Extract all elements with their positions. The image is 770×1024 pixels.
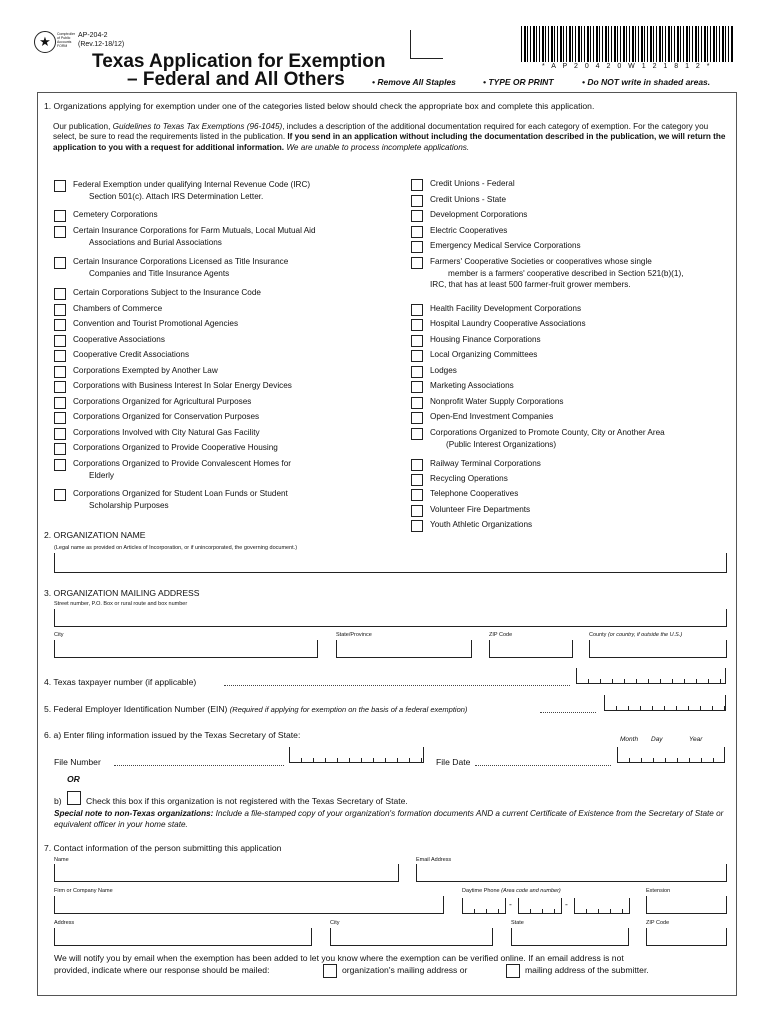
barcode-text: * A P 2 0 4 2 0 W 1 2 1 8 1 2 * xyxy=(542,63,712,70)
category-left-label: Convention and Tourist Promotional Agencies xyxy=(73,319,239,328)
category-left-label: Corporations Organized for Student Loan Funds or Student xyxy=(73,489,288,498)
state-label: State/Province xyxy=(336,632,372,638)
phone-dash: - xyxy=(565,899,568,909)
category-left-checkbox[interactable] xyxy=(54,489,66,501)
category-left-label: Cooperative Associations xyxy=(73,335,165,344)
category-left-label: Cooperative Credit Associations xyxy=(73,350,190,359)
category-left-checkbox[interactable] xyxy=(54,381,66,393)
category-left-label: Associations and Burial Associations xyxy=(89,237,222,247)
phone-label: Daytime Phone (Area code and number) xyxy=(462,888,561,894)
category-left-checkbox[interactable] xyxy=(54,226,66,238)
category-left-label: Corporations Organized for Agricultural Purposes xyxy=(73,397,252,406)
category-left-checkbox[interactable] xyxy=(54,459,66,471)
category-right-checkbox[interactable] xyxy=(411,397,423,409)
ein-field[interactable] xyxy=(604,695,726,711)
form-title-line2: – Federal and All Others xyxy=(127,69,345,90)
street-label: Street number, P.O. Box or rural route and box number xyxy=(54,601,188,607)
category-left-checkbox[interactable] xyxy=(54,350,66,362)
file-date-field[interactable] xyxy=(617,747,725,763)
category-right-checkbox[interactable] xyxy=(411,335,423,347)
state-field[interactable] xyxy=(336,640,472,658)
not-registered-checkbox[interactable] xyxy=(67,791,81,805)
notice-shaded: • Do NOT write in shaded areas. xyxy=(582,77,711,87)
extension-label: Extension xyxy=(646,888,671,894)
category-right-label: Lodges xyxy=(430,366,457,375)
notice-type-print: • TYPE OR PRINT xyxy=(483,77,554,87)
firm-field[interactable] xyxy=(54,896,444,914)
city-field[interactable] xyxy=(54,640,318,658)
category-right-label: Railway Terminal Corporations xyxy=(430,459,541,468)
notify-line2: provided, indicate where our response should be mailed: xyxy=(54,965,270,975)
phone-area-field[interactable] xyxy=(462,898,506,914)
contact-state-label: State xyxy=(511,920,524,926)
category-right-label: Youth Athletic Organizations xyxy=(430,520,533,529)
category-right-checkbox[interactable] xyxy=(411,505,423,517)
file-number-label: File Number xyxy=(54,757,101,767)
file-number-field[interactable] xyxy=(289,747,424,763)
category-right-label: Electric Cooperatives xyxy=(430,226,508,235)
form-title-line1: Texas Application for Exemption xyxy=(92,51,386,72)
category-left-checkbox[interactable] xyxy=(54,180,66,192)
section7-heading: 7. Contact information of the person submitting this application xyxy=(44,843,282,853)
phone-prefix-field[interactable] xyxy=(518,898,562,914)
category-right-label: Telephone Cooperatives xyxy=(430,489,519,498)
mail-to-submitter-checkbox[interactable] xyxy=(506,964,520,978)
category-right-label: Development Corporations xyxy=(430,210,528,219)
category-left-checkbox[interactable] xyxy=(54,319,66,331)
category-left-label: Elderly xyxy=(89,470,115,480)
category-left-label: Certain Insurance Corporations for Farm Mutuals, Local Mutual Aid xyxy=(73,226,316,235)
mail-to-submitter-label: mailing address of the submitter. xyxy=(525,965,649,975)
category-left-label: Corporations Organized to Provide Cooperative Housing xyxy=(73,443,278,452)
county-field[interactable] xyxy=(589,640,727,658)
category-left-label: Corporations Organized to Provide Convalescent Homes for xyxy=(73,459,291,468)
contact-name-label: Name xyxy=(54,857,69,863)
or-label: OR xyxy=(67,774,80,784)
comptroller-seal-icon: ★ xyxy=(34,31,56,53)
section3-heading: 3. ORGANIZATION MAILING ADDRESS xyxy=(44,588,200,598)
special-note: Special note to non-Texas organizations: Include a file-stamped copy of your organization's formation documents AND a current Certificate of Existence from the Secretary of State or equivalent officer in your home state. xyxy=(54,809,724,829)
category-right-label: Open-End Investment Companies xyxy=(430,412,554,421)
category-right-checkbox[interactable] xyxy=(411,257,423,269)
category-left-label: Section 501(c). Attach IRS Determination Letter. xyxy=(89,191,264,201)
street-field[interactable] xyxy=(54,609,727,627)
category-left-checkbox[interactable] xyxy=(54,412,66,424)
mail-to-organization-label: organization's mailing address or xyxy=(342,965,468,975)
category-left-checkbox[interactable] xyxy=(54,304,66,316)
category-left-checkbox[interactable] xyxy=(54,366,66,378)
category-left-checkbox[interactable] xyxy=(54,210,66,222)
contact-zip-label: ZIP Code xyxy=(646,920,670,926)
extension-field[interactable] xyxy=(646,896,727,914)
category-right-checkbox[interactable] xyxy=(411,304,423,316)
category-right-checkbox[interactable] xyxy=(411,241,423,253)
section6-heading: 6. a) Enter filing information issued by the Texas Secretary of State: xyxy=(44,730,301,740)
section1-heading: 1. Organizations applying for exemption under one of the categories listed below should check the appropriate box and complete this application. xyxy=(44,101,595,111)
category-right-label: Emergency Medical Service Corporations xyxy=(430,241,581,250)
not-registered-label: Check this box if this organization is not registered with the Texas Secretary of State. xyxy=(86,796,408,806)
organization-name-field[interactable] xyxy=(54,553,727,573)
firm-label: Firm or Company Name xyxy=(54,888,113,894)
shaded-corner-mark xyxy=(410,30,443,59)
taxpayer-number-field[interactable] xyxy=(576,668,726,684)
part-b-prefix: b) xyxy=(54,796,62,806)
notice-staples: • Remove All Staples xyxy=(372,77,456,87)
contact-city-label: City xyxy=(330,920,340,926)
category-right-checkbox[interactable] xyxy=(411,350,423,362)
notify-line1: We will notify you by email when the exemption has been added to let you know where the exemption can be verified online. If an email address is not xyxy=(54,953,624,963)
phone-dash: - xyxy=(509,899,512,909)
mail-to-organization-checkbox[interactable] xyxy=(323,964,337,978)
section2-heading: 2. ORGANIZATION NAME xyxy=(44,530,146,540)
address-field[interactable] xyxy=(54,928,312,946)
section1-instructions: Our publication, Guidelines to Texas Tax Exemptions (96-1045), includes a description of the additional documentation required for each category of exemption. For the category you select, be sure to read the requirements listed in the publication. If you send in an application without including the documentation described in the publication, we will return the application to you with a request for additional information. We are unable to process incomplete applications. xyxy=(53,122,726,152)
category-right-label: Health Facility Development Corporations xyxy=(430,304,582,313)
category-left-label: Scholarship Purposes xyxy=(89,500,169,510)
category-right-checkbox[interactable] xyxy=(411,319,423,331)
category-left-label: Cemetery Corporations xyxy=(73,210,158,219)
category-left-label: Certain Insurance Corporations Licensed as Title Insurance xyxy=(73,257,289,266)
category-left-label: Certain Corporations Subject to the Insurance Code xyxy=(73,288,261,297)
barcode xyxy=(521,26,733,62)
category-left-label: Corporations with Business Interest In Solar Energy Devices xyxy=(73,381,292,390)
city-label: City xyxy=(54,632,64,638)
form-revision: (Rev.12-18/12) xyxy=(78,41,125,48)
category-left-label: Chambers of Commerce xyxy=(73,304,163,313)
taxpayer-number-label: 4. Texas taxpayer number (if applicable) xyxy=(44,677,197,687)
contact-name-field[interactable] xyxy=(54,864,399,882)
category-right-label: IRC, that has at least 500 farmer-fruit grower members. xyxy=(430,280,631,289)
contact-state-field[interactable] xyxy=(511,928,629,946)
category-left-label: Federal Exemption under qualifying Internal Revenue Code (IRC) xyxy=(73,180,311,189)
category-right-label: Farmers' Cooperative Societies or cooperatives whose single xyxy=(430,257,652,266)
category-left-label: Companies and Title Insurance Agents xyxy=(89,268,230,278)
category-right-label: Corporations Organized to Promote County, City or Another Area xyxy=(430,428,665,437)
email-field[interactable] xyxy=(416,864,727,882)
contact-zip-field[interactable] xyxy=(646,928,727,946)
category-left-checkbox[interactable] xyxy=(54,443,66,455)
category-right-checkbox[interactable] xyxy=(411,489,423,501)
zip-field[interactable] xyxy=(489,640,573,658)
category-right-checkbox[interactable] xyxy=(411,179,423,191)
category-right-label: Volunteer Fire Departments xyxy=(430,505,531,514)
category-left-label: Corporations Exempted by Another Law xyxy=(73,366,218,375)
category-right-checkbox[interactable] xyxy=(411,366,423,378)
category-right-label: Recycling Operations xyxy=(430,474,508,483)
month-label: Month xyxy=(620,736,639,743)
section2-note: (Legal name as provided on Articles of Incorporation, or if unincorporated, the governing document.) xyxy=(54,545,298,551)
category-right-label: Housing Finance Corporations xyxy=(430,335,541,344)
category-left-label: Corporations Organized for Conservation Purposes xyxy=(73,412,260,421)
zip-label: ZIP Code xyxy=(489,632,513,638)
category-right-checkbox[interactable] xyxy=(411,428,423,440)
category-left-label: Corporations Involved with City Natural Gas Facility xyxy=(73,428,260,437)
category-right-checkbox[interactable] xyxy=(411,195,423,207)
category-right-label: Hospital Laundry Cooperative Associations xyxy=(430,319,586,328)
seal-caption: Comptroller of Public Accounts FORM xyxy=(57,32,76,48)
contact-city-field[interactable] xyxy=(330,928,493,946)
category-right-label: Nonprofit Water Supply Corporations xyxy=(430,397,564,406)
address-label: Address xyxy=(54,920,75,926)
category-right-label: (Public Interest Organizations) xyxy=(446,439,557,449)
category-right-label: Local Organizing Committees xyxy=(430,350,538,359)
county-label: County (or country, if outside the U.S.) xyxy=(589,632,683,638)
leader-dots xyxy=(224,685,570,686)
category-right-label: Credit Unions - State xyxy=(430,195,506,204)
category-right-checkbox[interactable] xyxy=(411,474,423,486)
category-right-checkbox[interactable] xyxy=(411,210,423,222)
leader-dots xyxy=(114,765,284,766)
year-label: Year xyxy=(689,736,703,743)
category-right-label: member is a farmers' cooperative described in Section 521(b)(1), xyxy=(448,268,684,278)
category-right-checkbox[interactable] xyxy=(411,520,423,532)
category-right-checkbox[interactable] xyxy=(411,381,423,393)
category-left-checkbox[interactable] xyxy=(54,257,66,269)
category-left-checkbox[interactable] xyxy=(54,428,66,440)
file-date-label: File Date xyxy=(436,757,471,767)
category-right-checkbox[interactable] xyxy=(411,459,423,471)
email-label: Email Address xyxy=(416,857,452,863)
category-right-label: Marketing Associations xyxy=(430,381,514,390)
category-right-checkbox[interactable] xyxy=(411,412,423,424)
category-left-checkbox[interactable] xyxy=(54,288,66,300)
category-right-label: Credit Unions - Federal xyxy=(430,179,515,188)
category-left-checkbox[interactable] xyxy=(54,335,66,347)
leader-dots xyxy=(540,712,596,713)
ein-label: 5. Federal Employer Identification Number (EIN) (Required if applying for exemption on the basis of a federal exemption) xyxy=(44,704,468,714)
leader-dots xyxy=(475,765,611,766)
day-label: Day xyxy=(651,736,663,743)
form-number: AP-204-2 xyxy=(78,32,108,39)
category-right-checkbox[interactable] xyxy=(411,226,423,238)
phone-number-field[interactable] xyxy=(574,898,630,914)
category-left-checkbox[interactable] xyxy=(54,397,66,409)
